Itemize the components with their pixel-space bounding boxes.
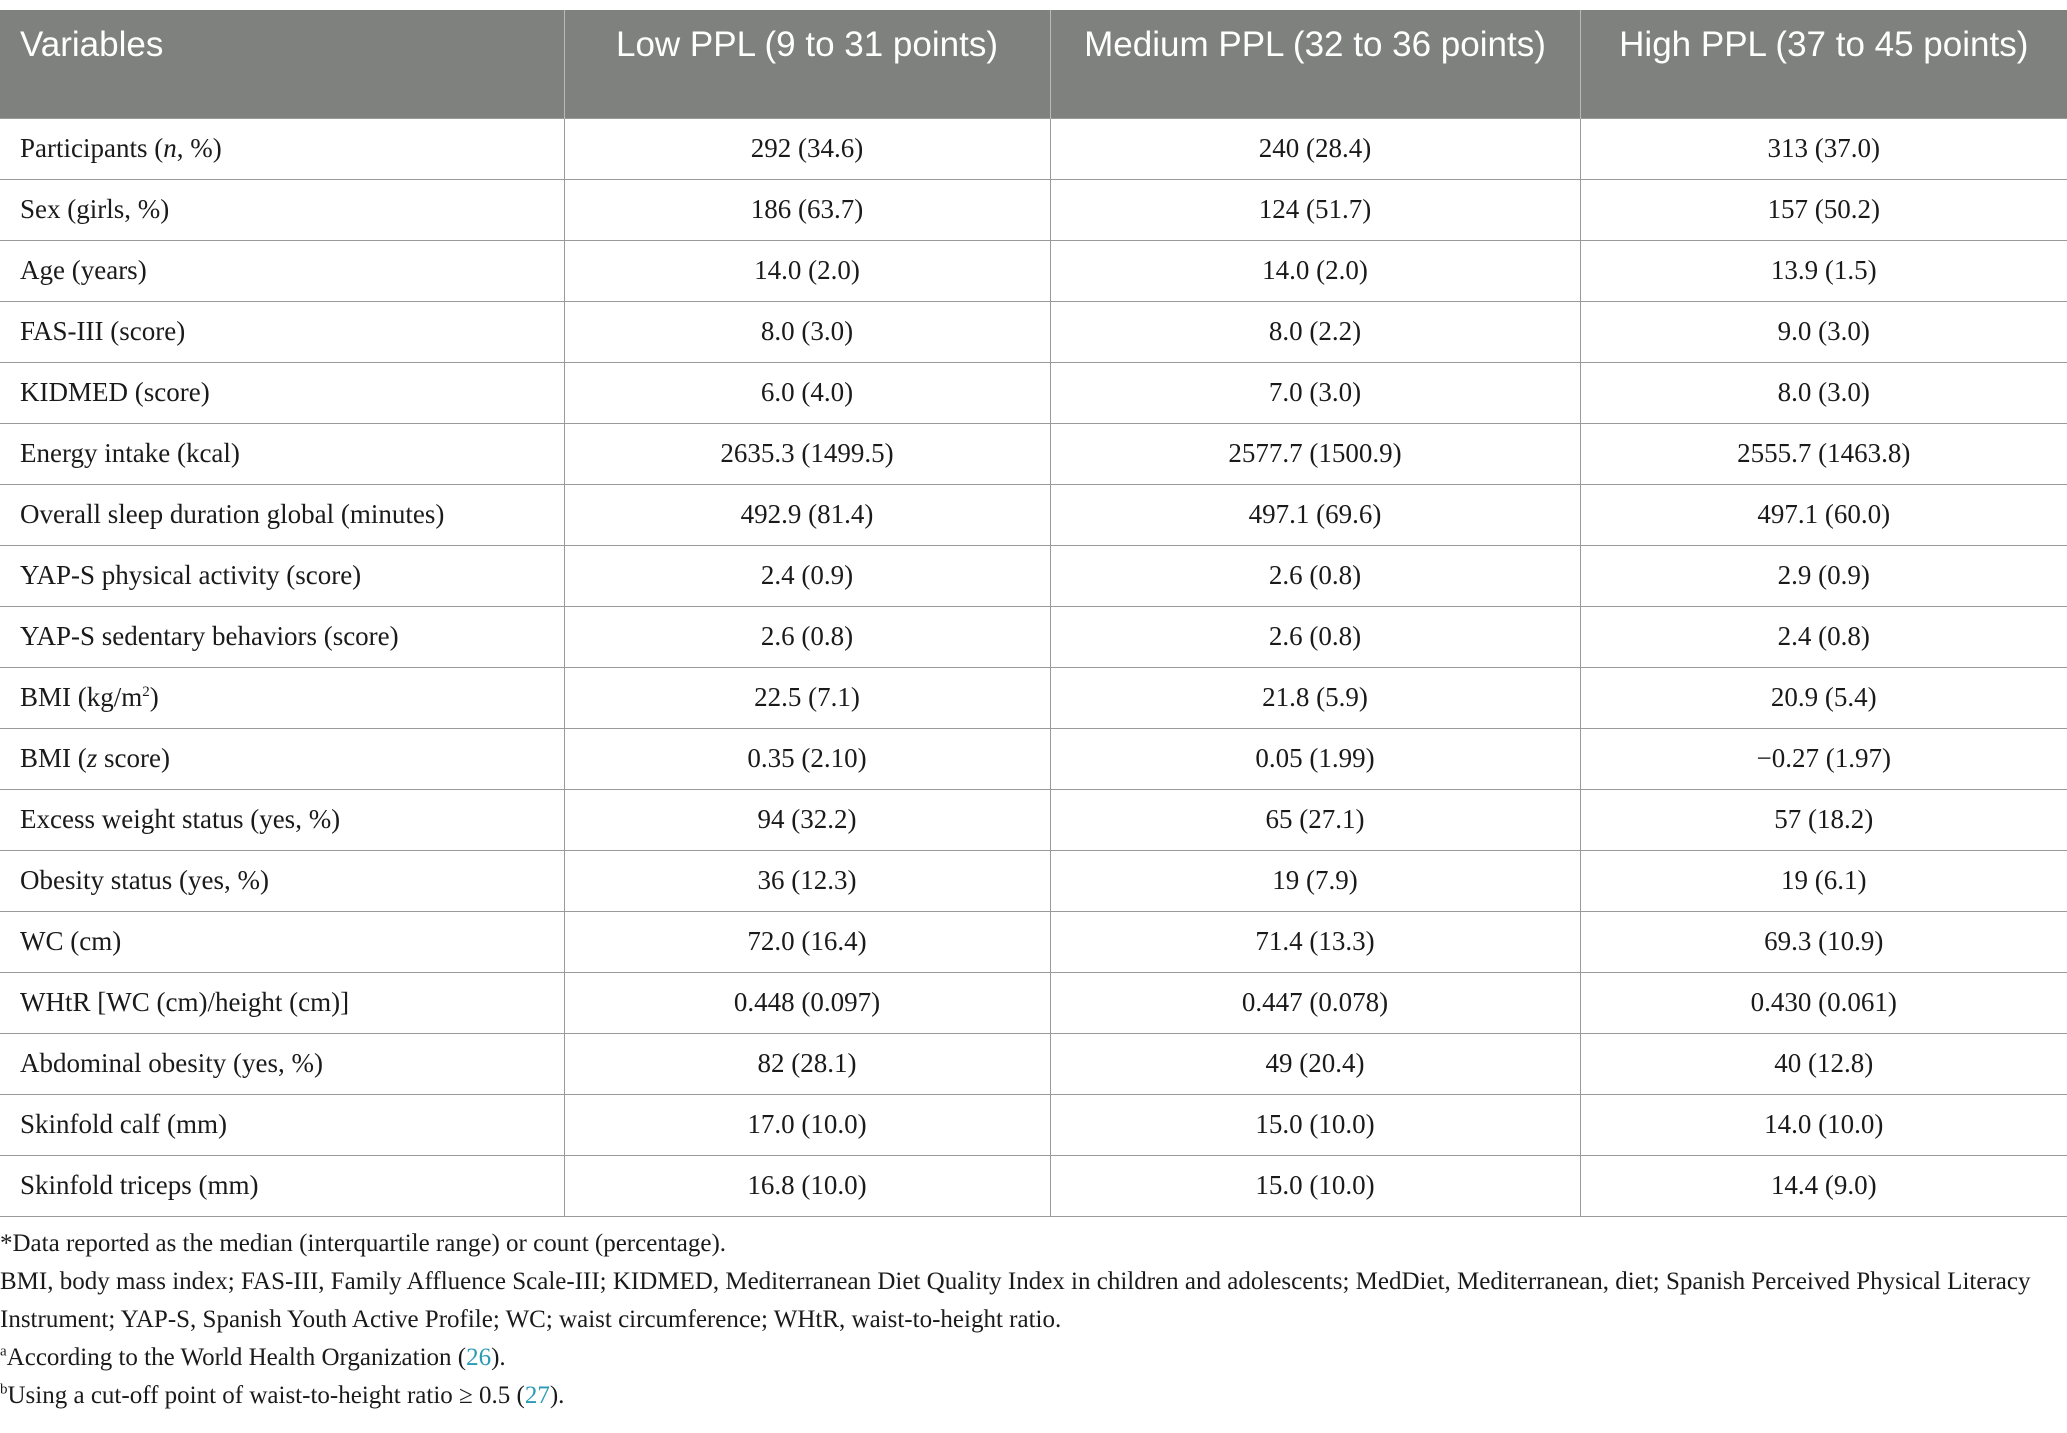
row-label: Obesity status (yes, %) [0, 850, 564, 911]
cell-low-ppl: 14.0 (2.0) [564, 240, 1050, 301]
cell-high-ppl: 9.0 (3.0) [1580, 301, 2067, 362]
row-label [0, 118, 564, 179]
col-header-high-ppl: High PPL (37 to 45 points) [1580, 10, 2067, 118]
footnote-text: Using a cut-off point of waist-to-height ratio ≥ 0.5 ( [7, 1381, 525, 1409]
cell-medium-ppl: 15.0 (10.0) [1050, 1155, 1580, 1216]
cell-medium-ppl: 240 (28.4) [1050, 118, 1580, 179]
cell-high-ppl: 497.1 (60.0) [1580, 484, 2067, 545]
cell-medium-ppl: 65 (27.1) [1050, 789, 1580, 850]
table-row [0, 545, 2067, 606]
cell-low-ppl: 36 (12.3) [564, 850, 1050, 911]
row-label-italic: z [86, 743, 98, 773]
cell-high-ppl: 20.9 (5.4) [1580, 667, 2067, 728]
row-label: Sex (girls, %) [0, 179, 564, 240]
row-label-text: BMI ( [20, 743, 87, 773]
footnote-text: According to the World Health Organization ( [6, 1343, 467, 1371]
col-header-medium-ppl: Medium PPL (32 to 36 points) [1050, 10, 1580, 118]
cell-low-ppl: 16.8 (10.0) [564, 1155, 1050, 1216]
cell-medium-ppl: 15.0 (10.0) [1050, 1094, 1580, 1155]
footnote-text: ). [491, 1343, 506, 1371]
table-row [0, 301, 2067, 362]
cell-medium-ppl: 0.447 (0.078) [1050, 972, 1580, 1033]
cell-low-ppl: 2.6 (0.8) [564, 606, 1050, 667]
table-row [0, 1094, 2067, 1155]
cell-high-ppl: 313 (37.0) [1580, 118, 2067, 179]
cell-low-ppl: 2.4 (0.9) [564, 545, 1050, 606]
cell-medium-ppl: 49 (20.4) [1050, 1033, 1580, 1094]
cell-high-ppl: −0.27 (1.97) [1580, 728, 2067, 789]
cell-high-ppl: 57 (18.2) [1580, 789, 2067, 850]
row-label-text: ) [149, 682, 159, 712]
row-label: WHtR [WC (cm)/height (cm)] [0, 972, 564, 1033]
row-label-italic: n [163, 133, 177, 163]
table-row [0, 362, 2067, 423]
footnote-mark: b [0, 1381, 8, 1398]
cell-medium-ppl: 2.6 (0.8) [1050, 606, 1580, 667]
cell-medium-ppl: 71.4 (13.3) [1050, 911, 1580, 972]
cell-medium-ppl: 19 (7.9) [1050, 850, 1580, 911]
cell-low-ppl: 22.5 (7.1) [564, 667, 1050, 728]
cell-high-ppl: 14.0 (10.0) [1580, 1094, 2067, 1155]
cell-medium-ppl: 14.0 (2.0) [1050, 240, 1580, 301]
cell-medium-ppl: 2.6 (0.8) [1050, 545, 1580, 606]
row-label [0, 728, 564, 789]
table-row [0, 789, 2067, 850]
row-label: Age (years) [0, 240, 564, 301]
cell-high-ppl: 14.4 (9.0) [1580, 1155, 2067, 1216]
table-row [0, 118, 2067, 179]
cell-medium-ppl: 497.1 (69.6) [1050, 484, 1580, 545]
footnote-mark: a [0, 1343, 7, 1360]
row-label: YAP-S sedentary behaviors (score) [0, 606, 564, 667]
col-header-variables: Variables [0, 10, 564, 118]
cell-low-ppl: 82 (28.1) [564, 1033, 1050, 1094]
table-row [0, 1155, 2067, 1216]
row-label [0, 667, 564, 728]
cell-medium-ppl: 2577.7 (1500.9) [1050, 423, 1580, 484]
cell-high-ppl: 69.3 (10.9) [1580, 911, 2067, 972]
cell-low-ppl: 292 (34.6) [564, 118, 1050, 179]
table-row [0, 972, 2067, 1033]
cell-high-ppl: 0.430 (0.061) [1580, 972, 2067, 1033]
cell-high-ppl: 19 (6.1) [1580, 850, 2067, 911]
row-label-superscript: 2 [142, 684, 150, 700]
reference-link-26[interactable]: 26 [466, 1343, 492, 1371]
cell-low-ppl: 0.35 (2.10) [564, 728, 1050, 789]
table-row [0, 1033, 2067, 1094]
reference-link-27[interactable]: 27 [524, 1381, 550, 1409]
row-label-text: , %) [176, 133, 222, 163]
table-row [0, 667, 2067, 728]
row-label: WC (cm) [0, 911, 564, 972]
table-row [0, 484, 2067, 545]
cell-medium-ppl: 7.0 (3.0) [1050, 362, 1580, 423]
cell-low-ppl: 2635.3 (1499.5) [564, 423, 1050, 484]
data-table [0, 10, 2067, 1217]
cell-low-ppl: 8.0 (3.0) [564, 301, 1050, 362]
table-row [0, 606, 2067, 667]
row-label: Skinfold triceps (mm) [0, 1155, 564, 1216]
footnote-b [0, 1377, 2067, 1415]
row-label: Excess weight status (yes, %) [0, 789, 564, 850]
cell-low-ppl: 6.0 (4.0) [564, 362, 1050, 423]
row-label: Abdominal obesity (yes, %) [0, 1033, 564, 1094]
footnote-data-reported: *Data reported as the median (interquartile range) or count (percentage). [0, 1229, 727, 1257]
table-row [0, 179, 2067, 240]
row-label: YAP-S physical activity (score) [0, 545, 564, 606]
table-row [0, 423, 2067, 484]
cell-low-ppl: 186 (63.7) [564, 179, 1050, 240]
table-row [0, 850, 2067, 911]
row-label: Overall sleep duration global (minutes) [0, 484, 564, 545]
cell-medium-ppl: 0.05 (1.99) [1050, 728, 1580, 789]
cell-low-ppl: 17.0 (10.0) [564, 1094, 1050, 1155]
cell-low-ppl: 72.0 (16.4) [564, 911, 1050, 972]
cell-medium-ppl: 21.8 (5.9) [1050, 667, 1580, 728]
row-label: FAS-III (score) [0, 301, 564, 362]
cell-low-ppl: 94 (32.2) [564, 789, 1050, 850]
cell-high-ppl: 13.9 (1.5) [1580, 240, 2067, 301]
row-label-text: Participants ( [20, 133, 164, 163]
cell-low-ppl: 0.448 (0.097) [564, 972, 1050, 1033]
row-label-text: score) [97, 743, 170, 773]
cell-high-ppl: 2555.7 (1463.8) [1580, 423, 2067, 484]
row-label: Skinfold calf (mm) [0, 1094, 564, 1155]
table-container [0, 10, 2067, 1415]
footnote-a [0, 1339, 2067, 1377]
row-label-text: BMI (kg/m [20, 682, 143, 712]
cell-high-ppl: 40 (12.8) [1580, 1033, 2067, 1094]
cell-high-ppl: 157 (50.2) [1580, 179, 2067, 240]
col-header-low-ppl: Low PPL (9 to 31 points) [564, 10, 1050, 118]
cell-high-ppl: 8.0 (3.0) [1580, 362, 2067, 423]
table-body [0, 118, 2067, 1216]
cell-medium-ppl: 8.0 (2.2) [1050, 301, 1580, 362]
cell-high-ppl: 2.4 (0.8) [1580, 606, 2067, 667]
header-row [0, 10, 2067, 118]
cell-low-ppl: 492.9 (81.4) [564, 484, 1050, 545]
table-row [0, 240, 2067, 301]
table-row [0, 728, 2067, 789]
footnote-text: ). [549, 1381, 565, 1409]
table-row [0, 911, 2067, 972]
cell-medium-ppl: 124 (51.7) [1050, 179, 1580, 240]
cell-high-ppl: 2.9 (0.9) [1580, 545, 2067, 606]
row-label: KIDMED (score) [0, 362, 564, 423]
footnote-abbreviations: BMI, body mass index; FAS-III, Family Affluence Scale-III; KIDMED, Mediterranean Diet Quality Index in children and adolescents; MedDiet, Mediterranean, diet; Spanish Perceived Physical Literacy Instrument; YAP-S, Spanish Youth Active Profile; WC; waist circumference; WHtR, waist-to-height ratio. [0, 1267, 2031, 1333]
table-footnotes [0, 1217, 2067, 1415]
row-label: Energy intake (kcal) [0, 423, 564, 484]
